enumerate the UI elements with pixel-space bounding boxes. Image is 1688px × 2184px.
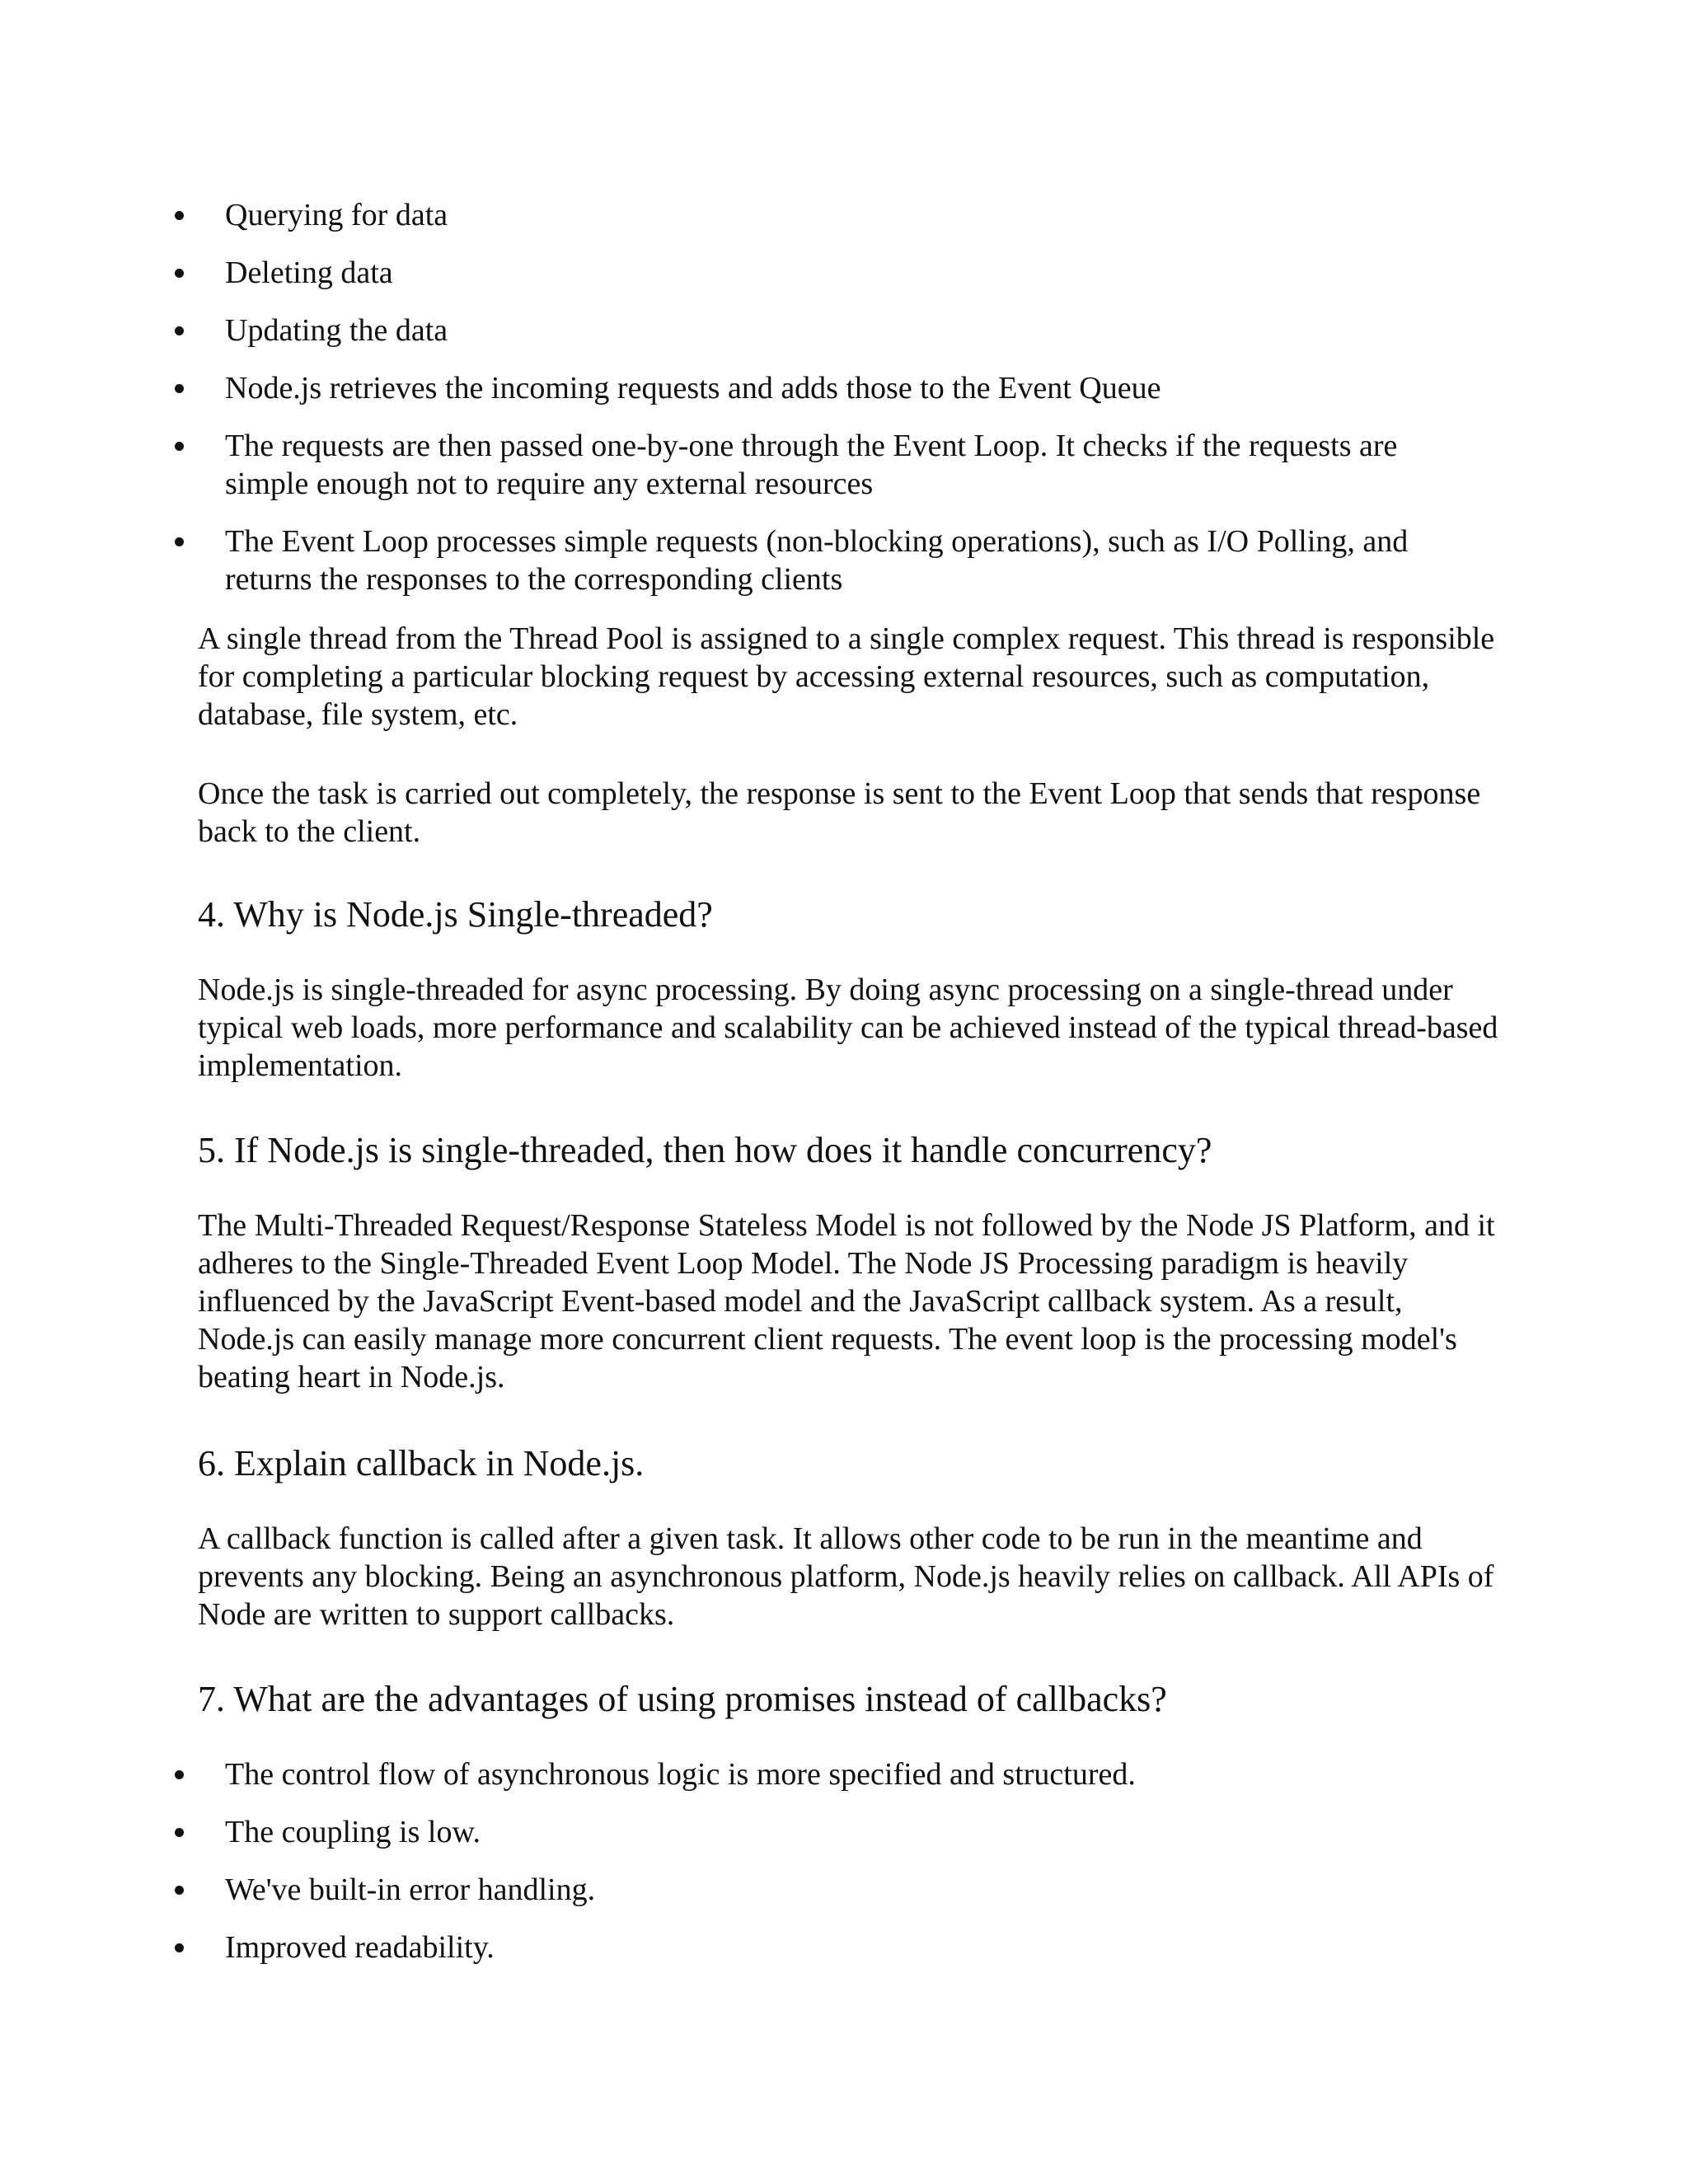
section-heading-5: 5. If Node.js is single-threaded, then how does it handle concurrency? xyxy=(198,1130,1212,1170)
bullet-icon xyxy=(175,1886,184,1895)
section-heading-6: 6. Explain callback in Node.js. xyxy=(198,1443,645,1483)
list-item-text: The requests are then passed one-by-one through the Event Loop. It checks if the requests are simple enough not to require any external resources xyxy=(225,429,1398,501)
list-item xyxy=(0,1929,1478,1966)
list-item-text: Updating the data xyxy=(225,313,448,348)
list-item xyxy=(0,427,1478,503)
bullet-icon xyxy=(175,269,184,278)
list-item-text: The control flow of asynchronous logic is more specified and structured. xyxy=(225,1757,1136,1792)
list-item-text: Deleting data xyxy=(225,255,393,290)
list-item xyxy=(0,196,1478,234)
bullet-list-bottom xyxy=(0,1755,1688,1966)
bullet-icon xyxy=(175,326,184,335)
list-item-text: The coupling is low. xyxy=(225,1815,481,1849)
paragraph-task-complete: Once the task is carried out completely, the response is sent to the Event Loop that sends that response back to the client. xyxy=(198,776,1481,849)
bullet-icon xyxy=(175,537,184,546)
list-item xyxy=(0,254,1478,292)
bullet-icon xyxy=(175,1943,184,1952)
section-heading-7: 7. What are the advantages of using promises instead of callbacks? xyxy=(198,1679,1167,1719)
section-body-4: Node.js is single-threaded for async processing. By doing async processing on a single-thread under typical web loads, more performance and scalability can be achieved instead of the typical thread-based implementation. xyxy=(198,972,1498,1083)
bullet-icon xyxy=(175,384,184,393)
bullet-list-top xyxy=(0,196,1688,598)
list-item-text: Querying for data xyxy=(225,198,448,232)
section-body-6: A callback function is called after a given task. It allows other code to be run in the meantime and prevents any blocking. Being an asynchronous platform, Node.js heavily relies on callback. All APIs of Node are written to support callbacks. xyxy=(198,1521,1494,1632)
list-item xyxy=(0,1755,1478,1793)
list-item-text: Node.js retrieves the incoming requests and adds those to the Event Queue xyxy=(225,371,1161,405)
bullet-icon xyxy=(175,442,184,451)
list-item xyxy=(0,1813,1478,1851)
section-heading-4: 4. Why is Node.js Single-threaded? xyxy=(198,894,713,935)
bullet-icon xyxy=(175,211,184,220)
list-item xyxy=(0,1871,1478,1909)
list-item-text: The Event Loop processes simple requests (non-blocking operations), such as I/O Polling, and returns the responses to the corresponding clients xyxy=(225,524,1409,597)
paragraph-thread-pool: A single thread from the Thread Pool is assigned to a single complex request. This thread is responsible for completing a particular blocking request by accessing external resources, such as computation, database, file system, etc. xyxy=(198,621,1495,732)
list-item xyxy=(0,369,1478,407)
bullet-icon xyxy=(175,1770,184,1779)
list-item xyxy=(0,523,1478,598)
list-item-text: We've built-in error handling. xyxy=(225,1872,596,1907)
list-item-text: Improved readability. xyxy=(225,1930,495,1965)
section-body-5: The Multi-Threaded Request/Response Stateless Model is not followed by the Node JS Platform, and it adheres to the Single-Threaded Event Loop Model. The Node JS Processing paradigm is heavily influenced by the JavaScript Event-based model and the JavaScript callback system. As a result, Node.js can easily manage more concurrent client requests. The event loop is the processing model's beating heart in Node.js. xyxy=(198,1208,1495,1394)
list-item xyxy=(0,312,1478,349)
bullet-icon xyxy=(175,1828,184,1837)
